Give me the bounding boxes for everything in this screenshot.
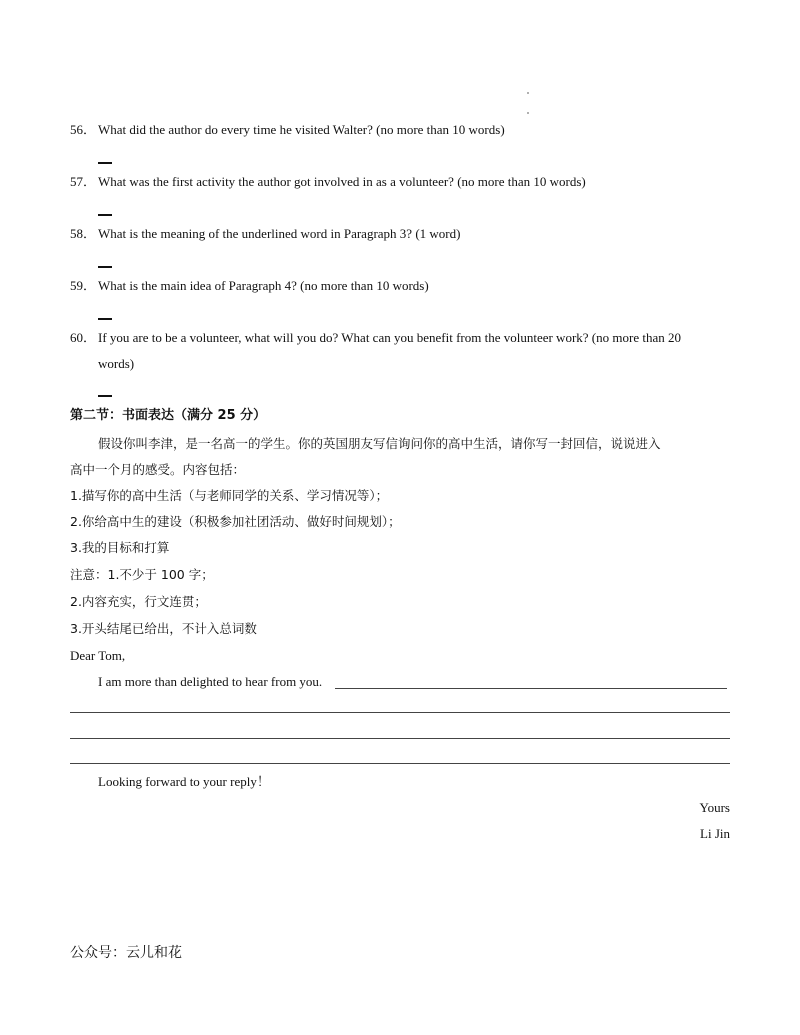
note-item: 注意：1.不少于 100 字； xyxy=(70,567,214,582)
writing-line[interactable] xyxy=(70,712,730,713)
question-text: What was the first activity the author got involved in as a volunteer? (no more than 10 words) xyxy=(98,174,586,189)
answer-blank[interactable] xyxy=(98,318,112,320)
question-text: What is the meaning of the underlined word in Paragraph 3? (1 word) xyxy=(98,226,461,241)
letter-signoff: Yours xyxy=(699,800,730,815)
content-item: 2.你给高中生的建设（积极参加社团活动、做好时间规划）； xyxy=(70,514,401,529)
question-number: 57． xyxy=(70,174,97,189)
question-number: 56． xyxy=(70,122,97,137)
writing-line[interactable] xyxy=(70,763,730,764)
note-item: 3.开头结尾已给出，不计入总词数 xyxy=(70,621,257,636)
question-56 xyxy=(70,117,505,143)
section-title: 第二节：书面表达（满分 25 分） xyxy=(70,408,267,423)
question-number: 60． xyxy=(70,330,97,345)
writing-line[interactable] xyxy=(335,688,727,689)
prompt-line: 假设你叫李津，是一名高一的学生。你的英国朋友写信询问你的高中生活，请你写一封回信，说说进入 xyxy=(98,436,661,451)
letter-opening: I am more than delighted to hear from you. xyxy=(98,674,323,689)
note-item: 2.内容充实，行文连贯； xyxy=(70,594,207,609)
question-text: What did the author do every time he visited Walter? (no more than 10 words) xyxy=(98,122,505,137)
scan-dot xyxy=(527,112,529,114)
prompt-line: 高中一个月的感受。内容包括： xyxy=(70,462,246,477)
question-59 xyxy=(70,273,429,299)
letter-signature: Li Jin xyxy=(700,826,730,841)
answer-blank[interactable] xyxy=(98,162,112,164)
content-item: 3.我的目标和打算 xyxy=(70,540,170,555)
answer-blank[interactable] xyxy=(98,214,112,216)
footer-text: 公众号：云儿和花 xyxy=(70,945,182,961)
answer-blank[interactable] xyxy=(98,266,112,268)
scan-dot xyxy=(527,92,529,94)
question-text: What is the main idea of Paragraph 4? (no more than 10 words) xyxy=(98,278,429,293)
question-number: 58． xyxy=(70,226,97,241)
answer-blank[interactable] xyxy=(98,395,112,397)
question-60 xyxy=(70,325,730,377)
letter-salutation: Dear Tom, xyxy=(70,648,126,663)
question-58 xyxy=(70,221,460,247)
content-item: 1.描写你的高中生活（与老师同学的关系、学习情况等）； xyxy=(70,488,389,503)
question-text-continued: words) xyxy=(98,356,135,371)
question-number: 59． xyxy=(70,278,97,293)
question-text: If you are to be a volunteer, what will you do? What can you benefit from the volunteer work? (no more than 20 xyxy=(98,330,681,345)
letter-closing: Looking forward to your reply！ xyxy=(98,774,270,789)
question-57 xyxy=(70,169,586,195)
writing-line[interactable] xyxy=(70,738,730,739)
